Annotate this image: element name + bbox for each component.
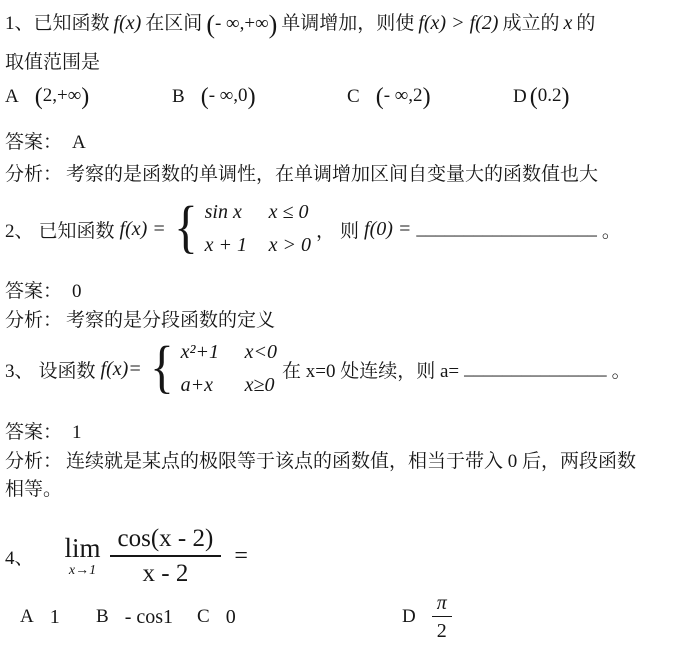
q3-piecewise-cases: [181, 341, 277, 397]
q4-option-b: [96, 592, 173, 642]
case-condition: x≥0: [244, 374, 275, 396]
open-paren: (: [200, 84, 209, 110]
q2-math-f0: f(0) =: [364, 217, 412, 240]
q1-answer-line: [5, 127, 86, 154]
question-4-options: [0, 592, 684, 642]
case-condition: x<0: [244, 341, 277, 363]
q1-number: 1、: [5, 13, 34, 34]
fraction-denominator: 2: [436, 620, 447, 642]
open-paren: (: [375, 84, 384, 110]
answer-value: 0: [72, 281, 82, 302]
lim-subscript: x→1: [68, 562, 97, 578]
q1-math-inequality: f(x) > f(2): [418, 12, 499, 34]
q4-option-d: [402, 592, 452, 642]
close-paren: ): [247, 84, 256, 110]
q2-piecewise-cases: [205, 201, 311, 257]
answer-label: 答案：: [5, 132, 63, 153]
q2-comma: ，: [316, 220, 336, 242]
q1-option-d: [513, 80, 569, 114]
option-body: - ∞,0: [208, 85, 248, 106]
equals-sign: =: [234, 542, 248, 569]
open-paren: (: [206, 10, 215, 39]
limit-fraction: [110, 525, 222, 588]
option-fraction: [432, 592, 452, 642]
interval-body: - ∞,+∞: [214, 13, 269, 34]
option-value: [35, 85, 90, 109]
option-value: [376, 85, 431, 109]
question-1-line-2: [5, 47, 100, 74]
option-label: D: [513, 86, 527, 107]
analysis-text: 相等。: [5, 479, 63, 500]
limit-operator: [64, 532, 101, 578]
option-body: 2,+∞: [42, 85, 82, 106]
q3-math-fx: f(x)=: [100, 357, 142, 380]
q2-period: 。: [601, 220, 621, 242]
q1-option-c: [347, 80, 431, 114]
option-label: C: [347, 86, 360, 107]
q1-text-2: 在区间: [145, 13, 203, 34]
close-paren: ): [422, 84, 431, 110]
case-row: [181, 374, 277, 397]
q2-text-1: 已知函数: [38, 220, 115, 242]
question-3: [5, 333, 631, 400]
case-condition: x > 0: [268, 234, 311, 256]
fraction-numerator: π: [432, 592, 452, 617]
option-label: C: [197, 606, 210, 627]
case-expression: x + 1: [204, 234, 247, 256]
option-label: A: [5, 86, 19, 107]
q1-text-6: 取值范围是: [5, 52, 101, 73]
q3-text-1: 设函数: [38, 360, 96, 382]
q1-text-4: 成立的: [502, 13, 560, 34]
answer-label: 答案：: [5, 281, 63, 302]
q1-interval: [206, 10, 278, 39]
q1-text-3: 单调增加，则使: [281, 13, 415, 34]
case-row: [205, 234, 311, 257]
q3-number: 3、: [5, 360, 34, 382]
question-1-options: [0, 80, 684, 114]
close-paren: ): [81, 84, 90, 110]
q4-option-c: [197, 592, 236, 642]
option-value: - cos1: [124, 605, 174, 628]
option-label: D: [402, 606, 416, 627]
option-value: 1: [49, 605, 60, 628]
case-condition: x ≤ 0: [268, 201, 309, 223]
close-paren: ): [561, 84, 570, 110]
answer-value: 1: [72, 422, 82, 443]
q2-text-2: 则: [340, 220, 360, 242]
piecewise-brace: {: [149, 333, 174, 399]
analysis-text: 考察的是分段函数的定义: [66, 310, 276, 331]
analysis-label: 分析：: [5, 310, 63, 331]
option-label: B: [172, 86, 185, 107]
case-expression: sin x: [204, 201, 242, 223]
q1-text-1: 已知函数: [33, 13, 110, 34]
lim-word: lim: [64, 532, 101, 563]
q1-math-fx: f(x): [113, 12, 142, 34]
piecewise-brace: {: [173, 193, 198, 259]
open-paren: (: [34, 84, 43, 110]
case-row: [205, 201, 311, 224]
q4-option-a: [20, 592, 60, 642]
fraction-denominator: x - 2: [142, 560, 189, 587]
q3-answer-blank: _______________: [464, 358, 607, 379]
open-paren: (: [529, 84, 538, 110]
option-value: [201, 85, 256, 109]
option-value: [530, 85, 570, 109]
close-paren: ): [268, 10, 278, 39]
q1-option-a: [5, 80, 89, 114]
q2-answer-blank: ___________________: [416, 218, 597, 239]
case-expression: a+x: [180, 374, 213, 396]
case-row: [181, 341, 277, 364]
option-label: B: [96, 606, 109, 627]
option-body: 0.2: [537, 85, 562, 106]
option-label: A: [20, 606, 34, 627]
q1-analysis-line: [5, 159, 598, 186]
option-value: 0: [225, 605, 236, 628]
q2-analysis-line: [5, 305, 275, 332]
question-2: [5, 193, 621, 262]
analysis-label: 分析：: [5, 451, 63, 472]
q4-number: 4、: [5, 547, 34, 569]
q2-answer-line: [5, 276, 82, 303]
analysis-text: 连续就是某点的极限等于该点的函数值，相当于带入 0 后，两段函数: [66, 451, 637, 472]
q3-text-2: 在 x=0 处连续，则 a=: [282, 360, 460, 382]
answer-value: A: [72, 132, 86, 153]
q2-number: 2、: [5, 220, 34, 242]
q3-analysis-line-2: [5, 474, 62, 501]
q3-period: 。: [611, 360, 631, 382]
q1-option-b: [172, 80, 256, 114]
q3-answer-line: [5, 417, 82, 444]
q2-math-fx: f(x) =: [119, 217, 166, 240]
analysis-label: 分析：: [5, 164, 63, 185]
question-1-line-1: [5, 8, 595, 38]
case-expression: x²+1: [180, 341, 219, 363]
option-body: - ∞,2: [383, 85, 423, 106]
fraction-numerator: cos(x - 2): [110, 525, 222, 558]
answer-label: 答案：: [5, 422, 63, 443]
q1-math-x: x: [563, 12, 573, 34]
q1-text-5: 的: [576, 13, 596, 34]
analysis-text: 考察的是函数的单调性，在单调增加区间自变量大的函数值也大: [66, 164, 599, 185]
question-4: [5, 524, 248, 588]
q3-analysis-line-1: [5, 446, 636, 473]
